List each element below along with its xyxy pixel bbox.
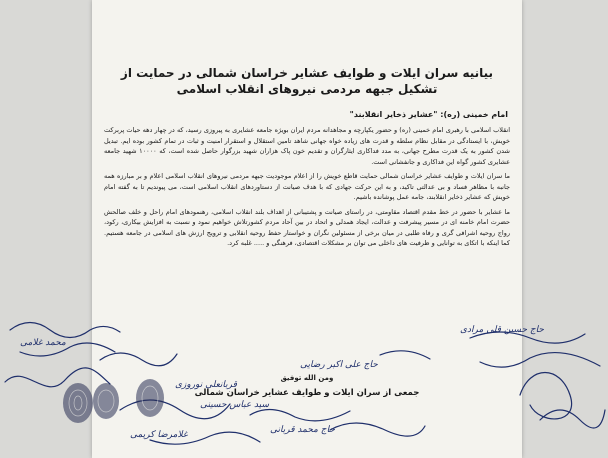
paragraph-2: ما سران ایلات و طوایف عشایر خراسان شمالی حمایت قاطع خویش را از اعلام موجودیت جبهه مردمی نیروهای انقلاب اسلامی اعلام و بر مبارزه همه جانبه با مظاهر فساد و بی عدالتی تاکید، و به این حرکت جهادی که با هدف صیانت از دستاوردهای انقلاب اسلامی است، می پیوندیم تا به گفته امام خویش که عشایر ذخایر انقلابند، جامه عمل پوشانده باشیم. bbox=[104, 172, 510, 201]
fingerprint-ridge bbox=[69, 390, 87, 416]
paragraph-3: ما عشایر با حضور در خط مقدم اقتصاد مقاومتی، در راستای صیانت و پشتیبانی از اهداف بلند انقلاب اسلامی، رهنمودهای امام راحل و خلف صالحش حضرت امام خامنه ای در مسیر پیشرفت و عدالت، ایجاد همدلی و اتحاد در بین آحاد مردم کشورتلاش خواهیم نمود و نسبت به افزایش بیکاری، رکود، رواج روحیه اشرافی گری و رفاه طلبی در میان برخی از مسئولین نگران و خواستار حفظ روحیه انقلابی و ترویج ارزش های اسلامی در جامعه هستیم. کما اینکه با اتکای به توانایی و ظرفیت های داخلی می توان بر مشکلات اقتصادی، فرهنگی و ..... غلبه کرد. bbox=[104, 207, 510, 247]
signature-name: محمد غلامی bbox=[20, 338, 66, 348]
signature-name: غلامرضا کریمی bbox=[130, 430, 188, 440]
document-page bbox=[92, 0, 522, 458]
closing-prayer: ومن الله توفیق bbox=[280, 374, 334, 382]
fingerprint bbox=[63, 383, 93, 423]
closing-signatory: جمعی از سران ایلات و طوایف عشایر خراسان شمالی bbox=[194, 388, 420, 398]
signature-stroke bbox=[540, 410, 605, 428]
document-content bbox=[92, 0, 522, 458]
signature-name: حاج حسین قلی مرادی bbox=[460, 325, 544, 335]
signature-name: حاج علی اکبر رضایی bbox=[300, 360, 378, 370]
document-title-line2: تشکیل جبهه مردمی نیروهای انقلاب اسلامی bbox=[176, 82, 438, 96]
paragraph-1: انقلاب اسلامی با رهبری امام خمینی (ره) و حضور یکپارچه و مجاهدانه مردم ایران بویژه جامعه عشایری به پیروزی رسید، که در چهار دهه حیات پربرکت خویش، با ایستادگی در مقابل نظام سلطه و قدرت های زیاده خواه جهانی شاهد تامین استقلال و استقرار امنیت و ثبات در تمام کشور بوده ایم. تبدیل شدن کشور به یک قدرت مطرح جهانی، به مدد فداکاری ایثارگران و تقدیم خون پاک هزاران شهید بزرگوار حاصل شده است، که ۱۰۰۰۰ شهید جامعه عشایری کشور گواه این فداکاری و جانفشانی است. bbox=[104, 126, 510, 166]
fingerprint-ridge bbox=[74, 396, 82, 410]
signature-name: حاج محمد قربانی bbox=[270, 425, 335, 435]
signature-stroke bbox=[520, 373, 572, 419]
body-text bbox=[104, 125, 510, 253]
signature-name: قربانعلی نوروزی bbox=[175, 380, 237, 390]
document-title-line1: بیانیه سران ایلات و طوایف عشایر خراسان شمالی در حمایت از bbox=[120, 66, 494, 80]
signature-name: سید عباس حسینی bbox=[200, 400, 270, 410]
imam-quote: امام خمینی (ره): "عشایر ذخایر انقلابند" bbox=[349, 110, 508, 119]
